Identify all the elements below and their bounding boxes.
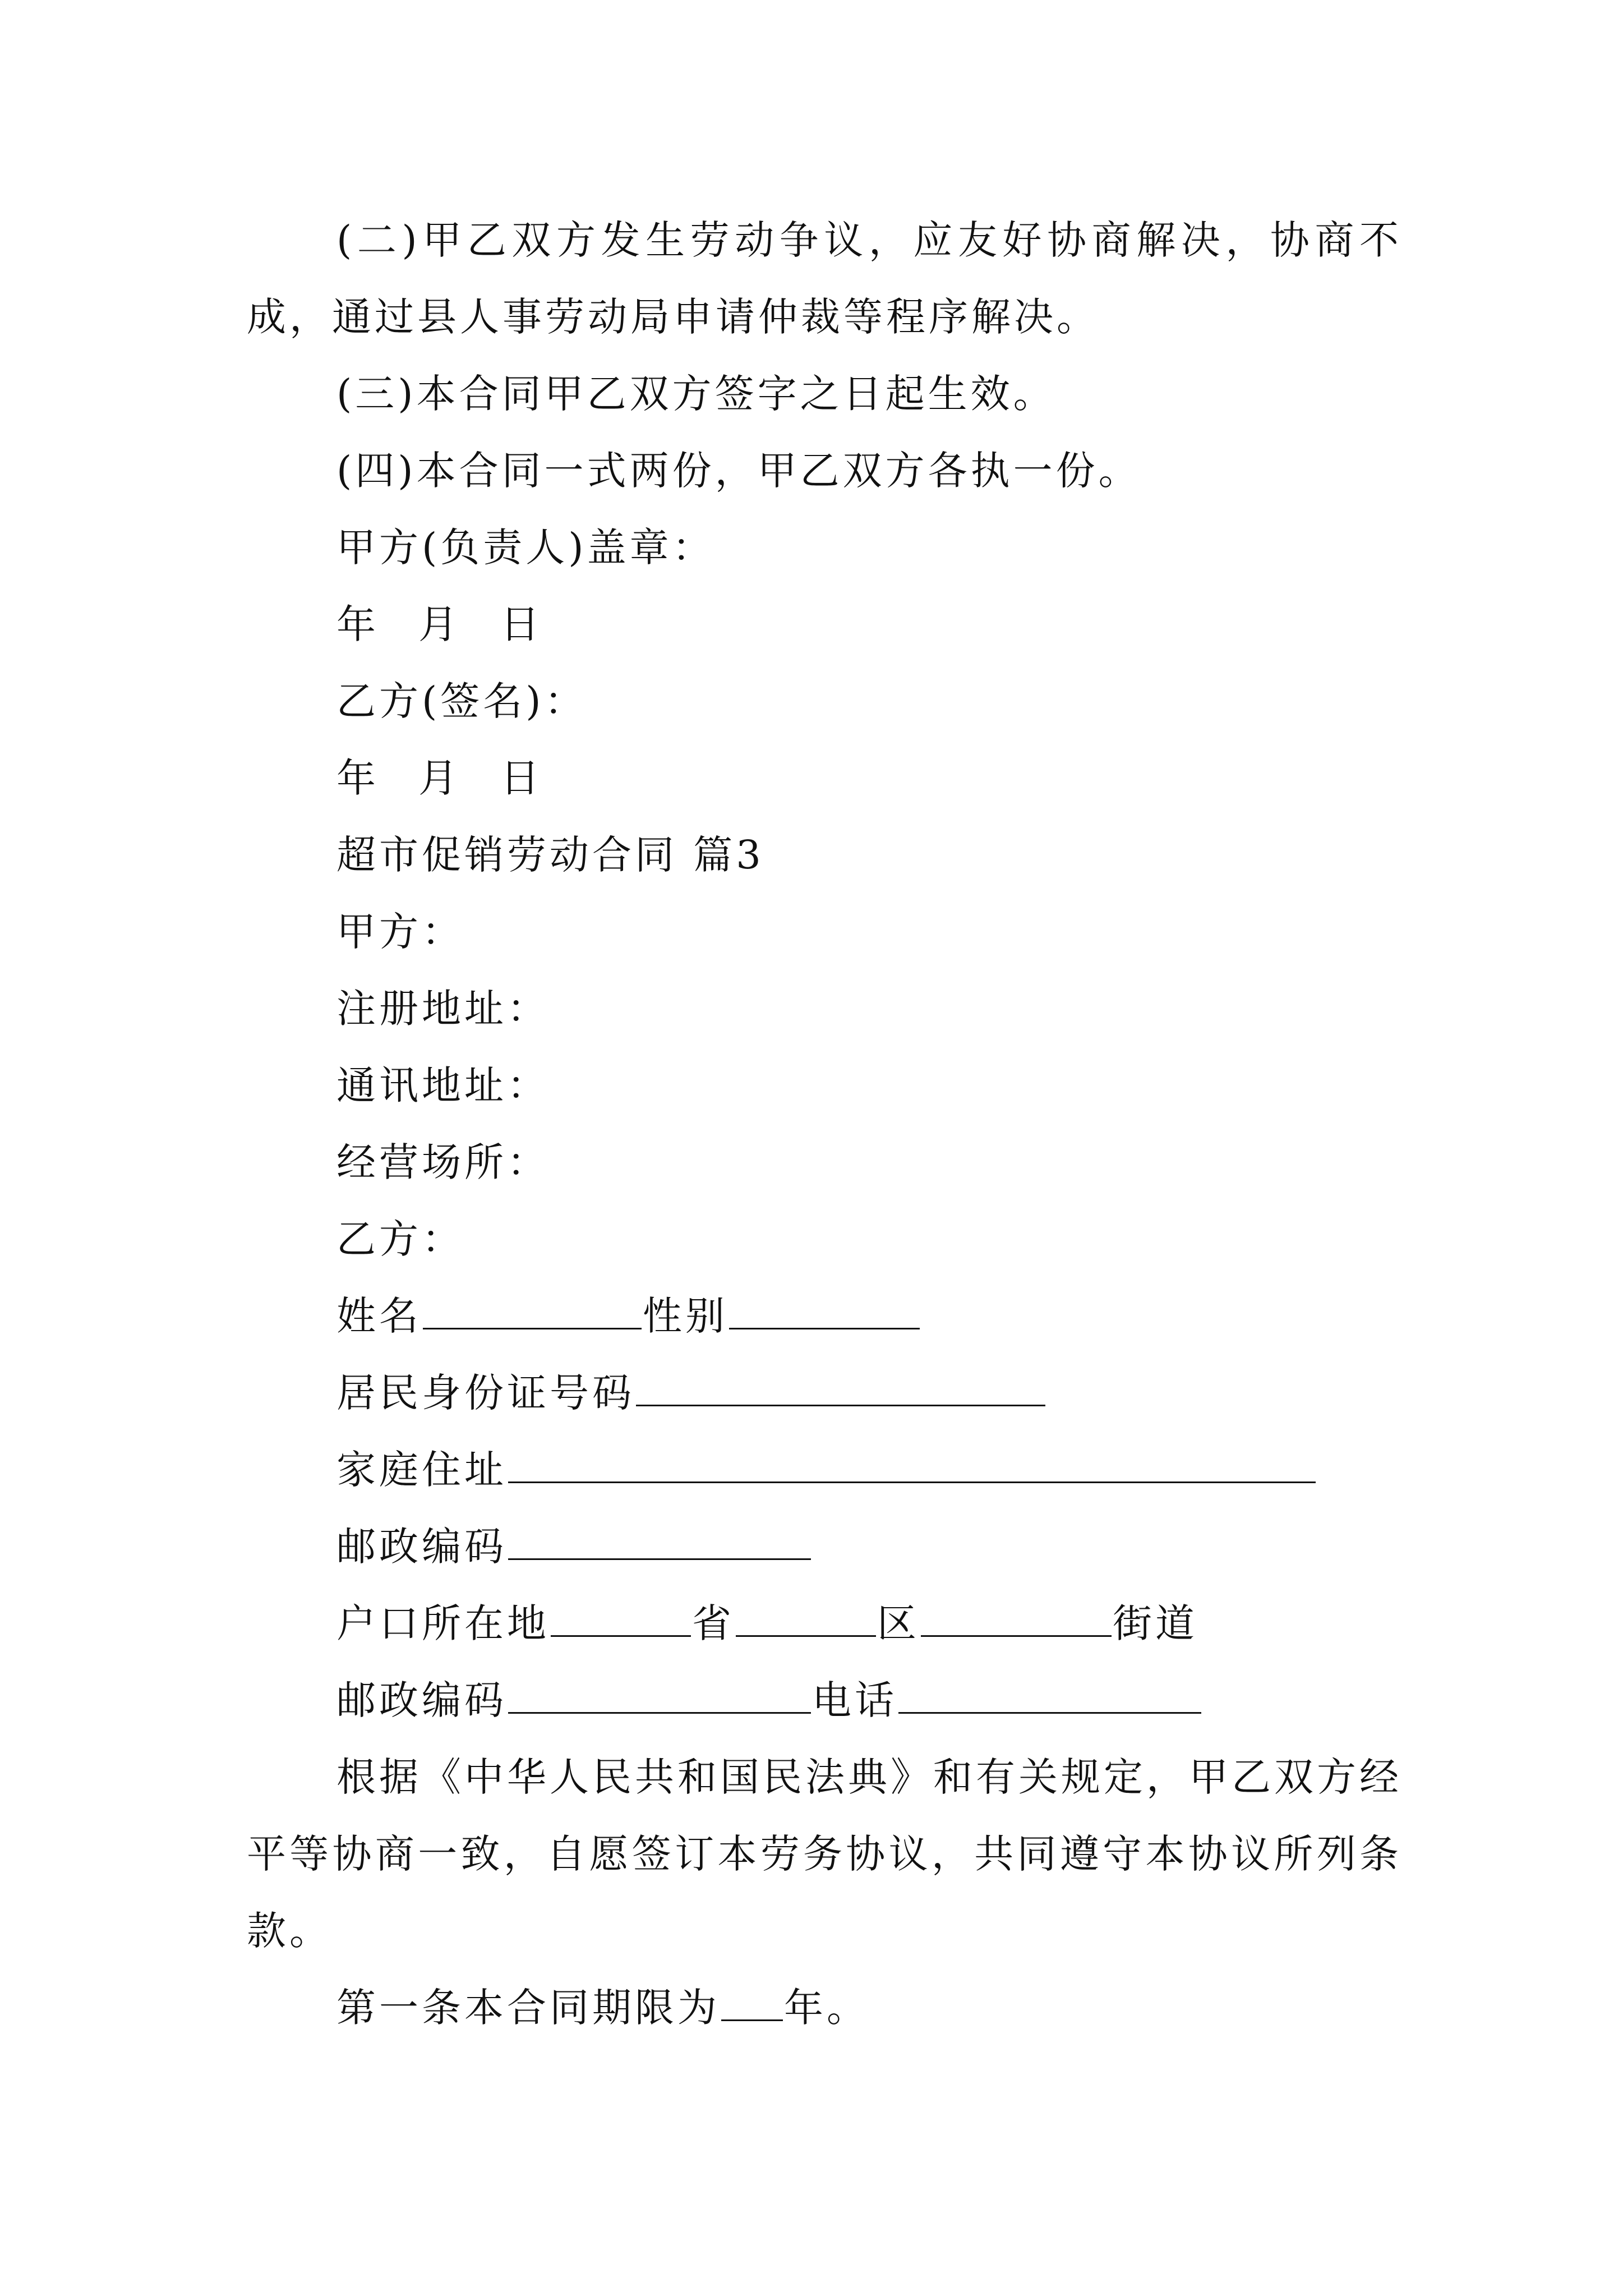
intro-paragraph: 根据《中华人民共和国民法典》和有关规定，甲乙双方经平等协商一致，自愿签订本劳务协议，共同遵守本协议所列条款。	[247, 1754, 1402, 1954]
postal-code-blank[interactable]	[508, 1526, 811, 1560]
hukou-row	[247, 1585, 1402, 1662]
article-1	[247, 1970, 1402, 2046]
postal-phone-row	[247, 1662, 1402, 1739]
date-day: 日	[500, 755, 543, 801]
hukou-label: 户口所在地	[336, 1600, 550, 1646]
district-label: 区	[877, 1600, 920, 1646]
home-address-row	[247, 1432, 1402, 1508]
name-label: 姓名	[336, 1293, 422, 1339]
hukou-blank[interactable]	[551, 1603, 691, 1637]
clause-2: (二)甲乙双方发生劳动争议，应友好协商解决，协商不成，通过县人事劳动局申请仲裁等程序解决。	[247, 217, 1402, 340]
name-gender-row	[247, 1278, 1402, 1355]
business-place-label: 经营场所：	[336, 1139, 550, 1185]
registered-address-label: 注册地址：	[336, 986, 550, 1032]
date-day: 日	[500, 601, 543, 647]
party-b-date	[247, 740, 1402, 817]
id-label: 居民身份证号码	[336, 1370, 635, 1416]
province-blank[interactable]	[736, 1603, 876, 1637]
home-address-blank[interactable]	[508, 1449, 1316, 1483]
party-b-label: 乙方：	[336, 1216, 464, 1262]
article-1-prefix: 第一条本合同期限为	[336, 1985, 720, 2031]
province-label: 省	[692, 1600, 735, 1646]
mailing-address-label: 通讯地址：	[336, 1062, 550, 1108]
section-title: 超市促销劳动合同 篇3	[336, 832, 764, 878]
id-blank[interactable]	[636, 1372, 1045, 1406]
postal-code-blank-2[interactable]	[508, 1680, 811, 1714]
clause-3: (三)本合同甲乙双方签字之日起生效。	[336, 371, 1056, 417]
date-year: 年	[336, 755, 379, 801]
date-month: 月	[418, 755, 461, 801]
phone-blank[interactable]	[898, 1680, 1201, 1714]
clause-4: (四)本合同一式两份，甲乙双方各执一份。	[336, 448, 1141, 494]
party-b-sign-label: 乙方(签名)：	[336, 678, 587, 724]
date-year: 年	[336, 601, 379, 647]
document-body	[247, 202, 1402, 2046]
date-month: 月	[418, 601, 461, 647]
postal-code-label-2: 邮政编码	[336, 1677, 507, 1723]
home-address-label: 家庭住址	[336, 1447, 507, 1493]
party-a-label: 甲方：	[336, 909, 464, 955]
gender-label: 性别	[643, 1293, 728, 1339]
district-blank[interactable]	[921, 1603, 1112, 1637]
term-years-blank[interactable]	[721, 1987, 783, 2021]
article-1-suffix: 年。	[784, 1985, 869, 2031]
party-a-date	[247, 586, 1402, 663]
postal-code-row	[247, 1508, 1402, 1585]
postal-code-label: 邮政编码	[336, 1524, 507, 1570]
phone-label: 电话	[812, 1677, 897, 1723]
gender-blank[interactable]	[729, 1295, 920, 1329]
name-blank[interactable]	[423, 1295, 642, 1329]
street-label: 街道	[1113, 1600, 1198, 1646]
id-row	[247, 1355, 1402, 1432]
party-a-seal-label: 甲方(负责人)盖章：	[336, 524, 715, 570]
